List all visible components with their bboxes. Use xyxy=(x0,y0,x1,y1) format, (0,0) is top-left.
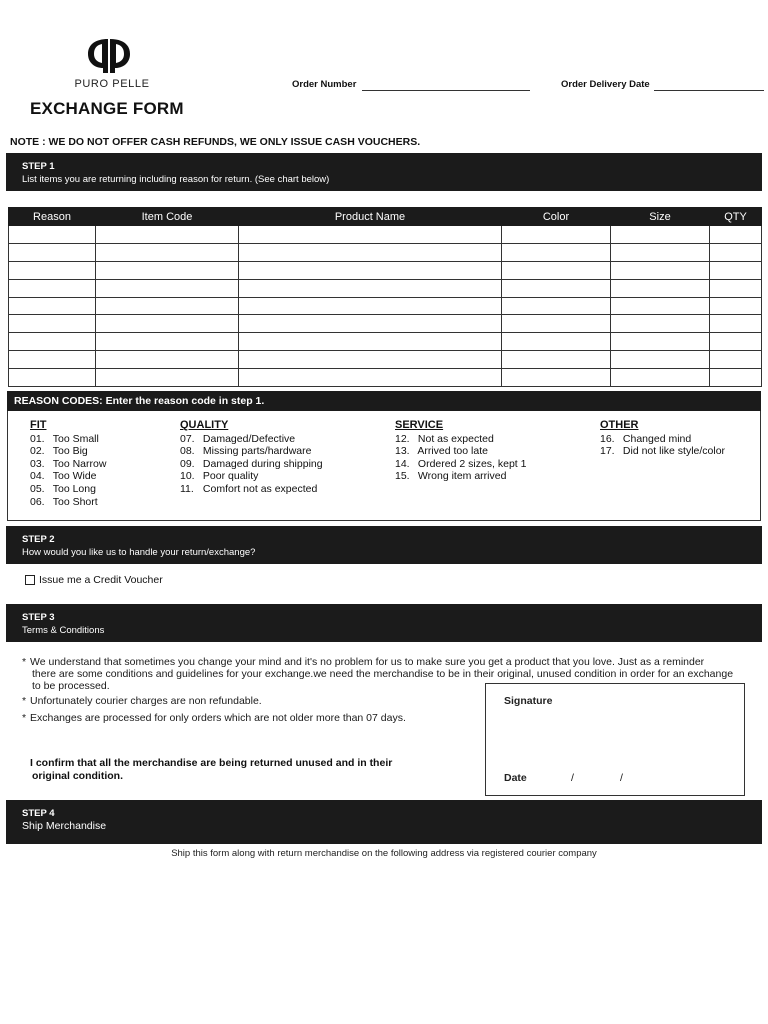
reason-code-label: Not as expected xyxy=(417,432,494,445)
reason-group-title: OTHER xyxy=(600,419,639,431)
reason-code-item xyxy=(600,433,725,446)
table-row xyxy=(9,315,762,333)
reason-code-label: Poor quality xyxy=(202,470,259,483)
table-cell-reason[interactable] xyxy=(9,369,96,387)
step4-description: Ship Merchandise xyxy=(22,820,107,832)
reason-code-number: 08. xyxy=(180,445,195,458)
table-cell-product-name[interactable] xyxy=(239,226,502,244)
column-header-reason: Reason xyxy=(9,208,96,226)
step3-description: Terms & Conditions xyxy=(22,625,105,636)
reason-code-label: Changed mind xyxy=(622,432,692,445)
reason-code-item xyxy=(395,458,526,471)
table-cell-qty[interactable] xyxy=(710,351,762,369)
reason-code-item xyxy=(180,445,323,458)
table-row xyxy=(9,297,762,315)
date-separator: / xyxy=(571,772,574,784)
reason-code-item xyxy=(180,483,323,496)
reason-code-number: 05. xyxy=(30,482,45,495)
column-header-color: Color xyxy=(502,208,611,226)
reason-list xyxy=(600,433,725,458)
reason-code-label: Too Wide xyxy=(52,470,97,483)
table-cell-size[interactable] xyxy=(611,297,710,315)
checkbox-icon[interactable] xyxy=(25,575,35,585)
reason-code-number: 16. xyxy=(600,432,615,445)
reason-group-other xyxy=(600,419,725,458)
reason-code-number: 10. xyxy=(180,470,195,483)
return-items-table xyxy=(8,207,762,387)
table-cell-qty[interactable] xyxy=(710,261,762,279)
reason-group-quality xyxy=(180,419,323,496)
reason-list xyxy=(395,433,526,483)
shipping-note: Ship this form along with return merchandise on the following address via registered courier company xyxy=(171,848,597,859)
bullet: * xyxy=(22,695,27,707)
step1-title: STEP 1 xyxy=(22,161,55,172)
reason-code-label: Arrived too late xyxy=(417,445,488,458)
confirmation-line: original condition. xyxy=(32,769,123,782)
reason-code-item xyxy=(395,433,526,446)
reason-code-item xyxy=(600,445,725,458)
reason-code-label: Too Small xyxy=(52,432,99,445)
reason-code-item xyxy=(395,470,526,483)
table-cell-size[interactable] xyxy=(611,315,710,333)
reason-code-number: 11. xyxy=(180,482,194,495)
reason-code-number: 07. xyxy=(180,432,195,445)
term-line: We understand that sometimes you change your mind and it's no problem for us to make sure you get a product that you love. Just as a reminder xyxy=(30,656,705,668)
table-cell-item-code[interactable] xyxy=(96,261,239,279)
table-cell-product-name[interactable] xyxy=(239,351,502,369)
table-cell-color[interactable] xyxy=(502,369,611,387)
term-line: to be processed. xyxy=(32,680,110,692)
reason-code-number: 01. xyxy=(30,432,45,445)
table-cell-item-code[interactable] xyxy=(96,333,239,351)
reason-code-label: Comfort not as expected xyxy=(202,482,318,495)
table-cell-size[interactable] xyxy=(611,243,710,261)
table-row xyxy=(9,279,762,297)
order-number-field[interactable] xyxy=(362,90,530,91)
reason-codes-heading: REASON CODES: Enter the reason code in step 1. xyxy=(7,391,761,411)
reason-code-number: 15. xyxy=(395,470,410,483)
step4-title: STEP 4 xyxy=(22,808,55,819)
reason-code-item xyxy=(30,496,106,509)
table-cell-color[interactable] xyxy=(502,279,611,297)
reason-group-service xyxy=(395,419,526,483)
table-cell-color[interactable] xyxy=(502,333,611,351)
reason-list xyxy=(30,433,106,509)
step4-bar xyxy=(6,800,762,844)
table-cell-size[interactable] xyxy=(611,333,710,351)
table-row xyxy=(9,226,762,244)
brand-name: PURO PELLE xyxy=(74,78,150,90)
table-cell-color[interactable] xyxy=(502,351,611,369)
table-cell-reason[interactable] xyxy=(9,333,96,351)
table-cell-color[interactable] xyxy=(502,297,611,315)
signature-label: Signature xyxy=(504,695,553,707)
table-cell-reason[interactable] xyxy=(9,226,96,244)
reason-code-item xyxy=(30,470,106,483)
reason-code-item xyxy=(30,458,106,471)
reason-list xyxy=(180,433,323,496)
step2-title: STEP 2 xyxy=(22,534,55,545)
reason-code-item xyxy=(30,483,106,496)
table-cell-size[interactable] xyxy=(611,226,710,244)
table-header-row xyxy=(9,208,762,226)
table-row xyxy=(9,261,762,279)
step3-title: STEP 3 xyxy=(22,612,55,623)
table-cell-reason[interactable] xyxy=(9,243,96,261)
table-cell-color[interactable] xyxy=(502,315,611,333)
reason-code-number: 02. xyxy=(30,445,45,458)
order-delivery-date-field[interactable] xyxy=(654,90,764,91)
table-cell-size[interactable] xyxy=(611,369,710,387)
order-delivery-date-label: Order Delivery Date xyxy=(561,79,650,90)
credit-voucher-option[interactable] xyxy=(25,574,163,586)
column-header-qty: QTY xyxy=(710,208,762,226)
reason-code-number: 09. xyxy=(180,457,195,470)
term-courier-charges xyxy=(22,695,262,707)
term-line: there are some conditions and guidelines for your exchange.we need the merchandise to be in their original, unused condition in order for an exchange xyxy=(32,668,734,680)
column-header-item-code: Item Code xyxy=(96,208,239,226)
step1-description: List items you are returning including reason for return. (See chart below) xyxy=(22,174,330,185)
reason-code-label: Damaged/Defective xyxy=(202,432,296,445)
reason-code-label: Too Long xyxy=(52,482,96,495)
puro-pelle-logo-icon xyxy=(84,36,134,74)
step3-bar xyxy=(6,604,762,642)
table-cell-qty[interactable] xyxy=(710,243,762,261)
table-cell-qty[interactable] xyxy=(710,315,762,333)
table-cell-product-name[interactable] xyxy=(239,279,502,297)
table-cell-reason[interactable] xyxy=(9,351,96,369)
term-line: Exchanges are processed for only orders which are not older more than 07 days. xyxy=(30,712,406,724)
step1-bar xyxy=(6,153,762,191)
reason-code-item xyxy=(180,433,323,446)
reason-code-number: 13. xyxy=(395,445,410,458)
table-cell-qty[interactable] xyxy=(710,369,762,387)
table-cell-item-code[interactable] xyxy=(96,279,239,297)
reason-code-label: Too Short xyxy=(52,495,98,508)
table-row xyxy=(9,369,762,387)
refund-note: NOTE : WE DO NOT OFFER CASH REFUNDS, WE ONLY ISSUE CASH VOUCHERS. xyxy=(10,136,421,148)
credit-voucher-label: Issue me a Credit Voucher xyxy=(39,574,163,586)
reason-code-label: Wrong item arrived xyxy=(417,470,507,483)
reason-code-label: Too Big xyxy=(52,445,88,458)
table-cell-item-code[interactable] xyxy=(96,315,239,333)
table-cell-product-name[interactable] xyxy=(239,297,502,315)
reason-code-label: Did not like style/color xyxy=(622,445,726,458)
table-cell-product-name[interactable] xyxy=(239,369,502,387)
reason-code-item xyxy=(30,445,106,458)
table-cell-size[interactable] xyxy=(611,351,710,369)
table-cell-item-code[interactable] xyxy=(96,226,239,244)
step2-bar xyxy=(6,526,762,564)
table-cell-qty[interactable] xyxy=(710,279,762,297)
table-cell-reason[interactable] xyxy=(9,315,96,333)
table-cell-product-name[interactable] xyxy=(239,243,502,261)
reason-code-number: 06. xyxy=(30,495,45,508)
date-separator: / xyxy=(620,772,623,784)
term-order-age xyxy=(22,712,406,724)
bullet: * xyxy=(22,656,27,668)
table-row xyxy=(9,243,762,261)
table-cell-product-name[interactable] xyxy=(239,261,502,279)
table-cell-product-name[interactable] xyxy=(239,315,502,333)
table-cell-product-name[interactable] xyxy=(239,333,502,351)
table-cell-item-code[interactable] xyxy=(96,369,239,387)
table-cell-reason[interactable] xyxy=(9,297,96,315)
reason-group-title: SERVICE xyxy=(395,419,444,431)
reason-code-number: 17. xyxy=(600,445,615,458)
term-line: Unfortunately courier charges are non refundable. xyxy=(30,695,262,707)
reason-code-item xyxy=(395,445,526,458)
table-cell-size[interactable] xyxy=(611,261,710,279)
reason-code-number: 04. xyxy=(30,470,45,483)
column-header-size: Size xyxy=(611,208,710,226)
table-cell-item-code[interactable] xyxy=(96,297,239,315)
page-title: EXCHANGE FORM xyxy=(30,99,184,118)
reason-code-label: Missing parts/hardware xyxy=(202,445,312,458)
confirmation-line: I confirm that all the merchandise are being returned unused and in their xyxy=(30,757,393,769)
reason-code-number: 12. xyxy=(395,432,410,445)
table-cell-reason[interactable] xyxy=(9,261,96,279)
reason-code-number: 03. xyxy=(30,457,45,470)
reason-code-label: Ordered 2 sizes, kept 1 xyxy=(417,457,527,470)
reason-group-title: QUALITY xyxy=(180,419,229,431)
reason-code-item xyxy=(30,433,106,446)
order-number-label: Order Number xyxy=(292,79,357,90)
table-cell-item-code[interactable] xyxy=(96,351,239,369)
bullet: * xyxy=(22,712,27,724)
table-row xyxy=(9,333,762,351)
reason-code-label: Damaged during shipping xyxy=(202,457,323,470)
table-cell-color[interactable] xyxy=(502,243,611,261)
reason-code-label: Too Narrow xyxy=(52,457,107,470)
reason-code-item xyxy=(180,470,323,483)
table-row xyxy=(9,351,762,369)
table-cell-color[interactable] xyxy=(502,226,611,244)
table-cell-item-code[interactable] xyxy=(96,243,239,261)
table-cell-qty[interactable] xyxy=(710,226,762,244)
reason-group-fit xyxy=(30,419,106,508)
step2-description: How would you like us to handle your return/exchange? xyxy=(22,547,256,558)
table-cell-reason[interactable] xyxy=(9,279,96,297)
date-label: Date xyxy=(504,772,527,784)
confirmation-statement xyxy=(30,757,410,782)
column-header-product-name: Product Name xyxy=(239,208,502,226)
table-cell-qty[interactable] xyxy=(710,297,762,315)
table-cell-qty[interactable] xyxy=(710,333,762,351)
reason-code-item xyxy=(180,458,323,471)
table-body xyxy=(9,226,762,387)
reason-group-title: FIT xyxy=(30,419,47,431)
reason-code-number: 14. xyxy=(395,457,410,470)
table-cell-size[interactable] xyxy=(611,279,710,297)
table-cell-color[interactable] xyxy=(502,261,611,279)
